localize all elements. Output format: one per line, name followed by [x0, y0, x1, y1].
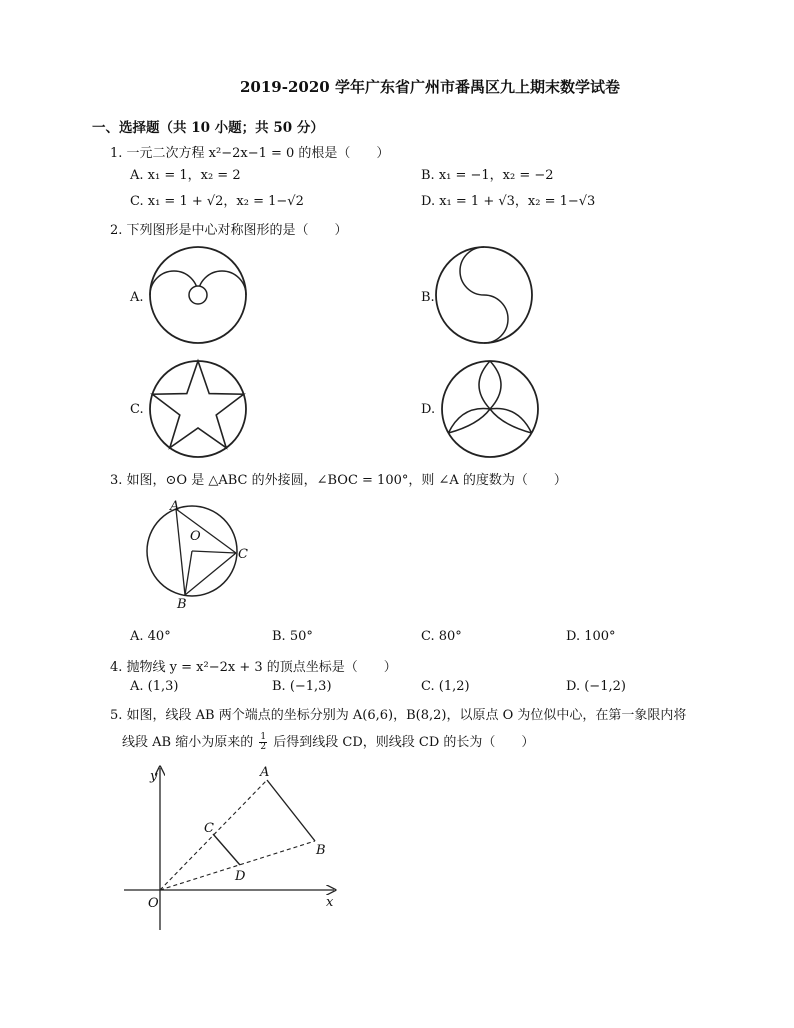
q5-stem-line1: 5. 如图，线段 AB 两个端点的坐标分别为 A(6,6)，B(8,2)，以原点 O 为位似中心，在第一象限内将: [110, 708, 687, 723]
q1-stem: 1. 一元二次方程 x²−2x−1 = 0 的根是（ ）: [110, 146, 390, 161]
page-title: 2019-2020 学年广东省广州市番禺区九上期末数学试卷: [240, 78, 620, 96]
q3-label-o: O: [190, 529, 201, 544]
q2-figure-b: [434, 245, 534, 345]
q2-option-a-label[interactable]: A.: [130, 290, 144, 305]
q1-option-d[interactable]: D. x₁ = 1 + √3，x₂ = 1−√3: [421, 194, 596, 209]
q2-figure-d: [440, 359, 540, 459]
q2-option-b-label[interactable]: B.: [421, 290, 435, 305]
q2-figure-c: [148, 359, 248, 459]
q2-stem: 2. 下列图形是中心对称图形的是（ ）: [110, 223, 348, 238]
q3-label-c: C: [238, 547, 248, 562]
q1-option-b[interactable]: B. x₁ = −1，x₂ = −2: [421, 168, 554, 183]
q4-option-c[interactable]: C. (1,2): [421, 679, 470, 694]
q5-label-c: C: [204, 821, 214, 836]
q5-label-b: B: [316, 843, 326, 858]
q3-option-d[interactable]: D. 100°: [566, 629, 616, 644]
q3-option-b[interactable]: B. 50°: [272, 629, 313, 644]
q3-label-a: A: [170, 499, 180, 514]
q2-option-c-label[interactable]: C.: [130, 402, 144, 417]
q5-stem-line2-post: 后得到线段 CD，则线段 CD 的长为（ ）: [273, 735, 535, 750]
q5-stem-line2-pre: 线段 AB 缩小为原来的: [122, 735, 254, 750]
q5-label-o: O: [148, 896, 159, 911]
q5-label-x: x: [326, 895, 334, 910]
q3-figure: [140, 498, 260, 618]
q5-label-y: y: [150, 769, 158, 784]
q1-option-c[interactable]: C. x₁ = 1 + √2，x₂ = 1−√2: [130, 194, 304, 209]
q4-option-b[interactable]: B. (−1,3): [272, 679, 332, 694]
q5-fraction-denominator: 2: [260, 742, 267, 752]
q3-option-a[interactable]: A. 40°: [130, 629, 171, 644]
q3-stem: 3. 如图，⊙O 是 △ABC 的外接圆，∠BOC = 100°，则 ∠A 的度数为（ ）: [110, 473, 567, 488]
section-heading: 一、选择题（共 10 小题；共 50 分）: [92, 120, 324, 136]
q1-option-a[interactable]: A. x₁ = 1，x₂ = 2: [130, 168, 241, 183]
q4-option-d[interactable]: D. (−1,2): [566, 679, 626, 694]
q5-stem-line2: [122, 731, 534, 752]
q3-option-c[interactable]: C. 80°: [421, 629, 462, 644]
q2-option-d-label[interactable]: D.: [421, 402, 436, 417]
q3-label-b: B: [177, 597, 187, 612]
q4-option-a[interactable]: A. (1,3): [130, 679, 179, 694]
q5-fraction: [259, 733, 267, 752]
q5-label-d: D: [235, 869, 246, 884]
q5-fraction-numerator: 1: [260, 732, 267, 742]
q5-label-a: A: [260, 765, 270, 780]
q2-figure-a: [148, 245, 248, 345]
q4-stem: 4. 抛物线 y = x²−2x + 3 的顶点坐标是（ ）: [110, 660, 397, 675]
q5-figure: [122, 762, 352, 937]
